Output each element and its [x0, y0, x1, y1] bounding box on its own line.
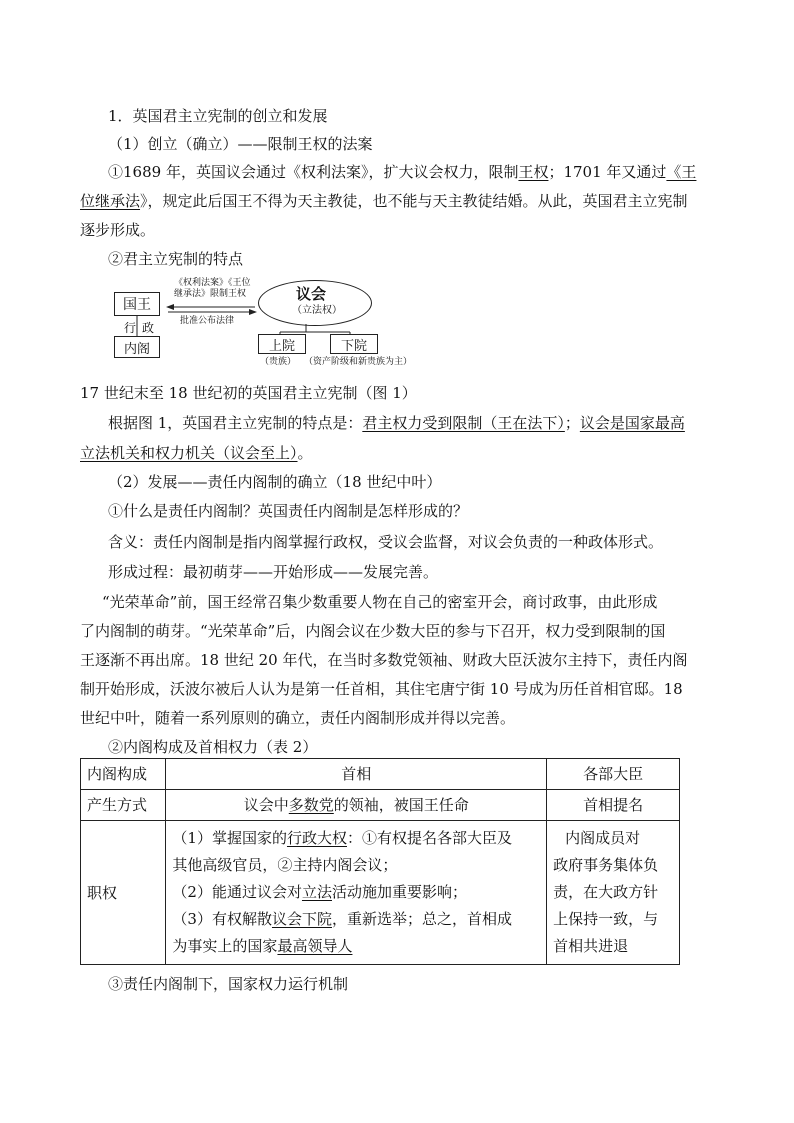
underlined-term: 王权 [518, 163, 549, 181]
parliament-sub-label: （立法权） [292, 305, 342, 316]
arrow-label-bottom: 批准公布法律 [180, 316, 235, 326]
table-header-cell: 各部大臣 [547, 759, 680, 790]
table-cell: 产生方式 [81, 790, 166, 821]
section-heading: 1．英国君主立宪制的创立和发展 [108, 107, 328, 125]
underlined-term: 行政大权 [286, 829, 347, 847]
arrow-label-top: 继承法》限制王权 [174, 289, 247, 299]
exec-label: 行 [124, 321, 137, 335]
table-heading: ②内阁构成及首相权力（表 2） [108, 738, 318, 756]
upper-house-box: 上院 [258, 334, 306, 354]
underlined-term: 位继承法 [80, 192, 141, 210]
underlined-term: 立法 [301, 883, 332, 901]
paragraph-line: 王逐渐不再出席。18 世纪 20 年代，在当时多数党领袖、财政大臣沃波尔主持下，责任内阁 [80, 651, 688, 669]
paragraph-line: 位继承法》，规定此后国王不得为天主教徒，也不能与天主教徒结婚。从此，英国君主立宪制 [80, 192, 688, 210]
king-box: 国王 [114, 292, 160, 316]
paragraph-line: 立法机关和权力机关（议会至上）。 [80, 444, 313, 462]
table-cell: 议会中多数党的领袖，被国王任命 [166, 790, 547, 821]
paragraph-line: ①1689 年，英国议会通过《权利法案》，扩大议会权力，限制王权；1701 年又通过《王 [108, 163, 697, 181]
meaning-line: 含义：责任内阁制是指内阁掌握行政权，受议会监督，对议会负责的一种政体形式。 [108, 533, 664, 551]
constitutional-monarchy-diagram [112, 276, 452, 372]
lower-house-note: （资产阶级和新贵族为主） [304, 357, 413, 367]
table-row [81, 790, 680, 821]
paragraph-line: 逐步形成。 [80, 221, 156, 239]
upper-house-note: （贵族） [260, 357, 297, 367]
underlined-term: 最高领导人 [277, 937, 353, 955]
paragraph-line: 制开始形成，沃波尔被后人认为是第一任首相，其住宅唐宁街 10 号成为历任首相官邸。18 [80, 680, 683, 698]
table-header-cell: 内阁构成 [81, 759, 166, 790]
underlined-term: 《王 [666, 163, 697, 181]
arrow-label-top: 《权利法案》《王位 [174, 278, 251, 288]
underlined-term: 君主权力受到限制（王在法下） [362, 414, 565, 432]
underlined-term: 议会是国家最高 [579, 414, 685, 432]
underlined-term: 议会下院 [271, 910, 332, 928]
underlined-term: 多数党 [288, 796, 334, 814]
lower-house-box: 下院 [330, 334, 378, 354]
exec-label: 政 [142, 321, 155, 335]
parliament-label: 议会 [296, 285, 327, 303]
table-row [81, 759, 680, 790]
paragraph-line: 世纪中叶，随着一系列原则的确立，责任内阁制形成并得以完善。 [80, 709, 516, 727]
paragraph-line: “光荣革命”前，国王经常召集少数重要人物在自己的密室开会，商讨政事，由此形成 [102, 593, 658, 611]
closing-line: ③责任内阁制下，国家权力运行机制 [108, 975, 349, 993]
table-cell: 内阁成员对 政府事务集体负 责，在大政方针 上保持一致，与 首相共进退 [547, 821, 680, 965]
question-line: ①什么是责任内阁制？英国责任内阁制是怎样形成的？ [108, 502, 469, 520]
subheading-development: （2）发展——责任内阁制的确立（18 世纪中叶） [108, 473, 442, 491]
cabinet-box: 内阁 [114, 336, 160, 358]
table-cell: 职权 [81, 821, 166, 965]
table-header-cell: 首相 [166, 759, 547, 790]
cabinet-table [80, 758, 680, 965]
figure-caption: 17 世纪末至 18 世纪初的英国君主立宪制（图 1） [80, 384, 417, 402]
subheading-establishment: （1）创立（确立）——限制王权的法案 [108, 135, 373, 153]
process-line: 形成过程：最初萌芽——开始形成——发展完善。 [108, 563, 439, 581]
features-heading: ②君主立宪制的特点 [108, 250, 244, 268]
paragraph-line: 根据图 1，英国君主立宪制的特点是：君主权力受到限制（王在法下）；议会是国家最高 [108, 414, 685, 432]
paragraph-line: 了内阁制的萌芽。“光荣革命”后，内阁会议在少数大臣的参与下召开，权力受到限制的国 [80, 622, 666, 640]
underlined-term: 立法机关和权力机关（议会至上） [80, 444, 298, 462]
table-row [81, 821, 680, 965]
table-cell: 首相提名 [547, 790, 680, 821]
table-cell: （1）掌握国家的行政大权：①有权提名各部大臣及 其他高级官员，②主持内阁会议； （2）能通过议会对立法活动施加重要影响； （3）有权解散议会下院，重新选举；总之，首相成 为事实上的国家最高领导人 [166, 821, 547, 965]
